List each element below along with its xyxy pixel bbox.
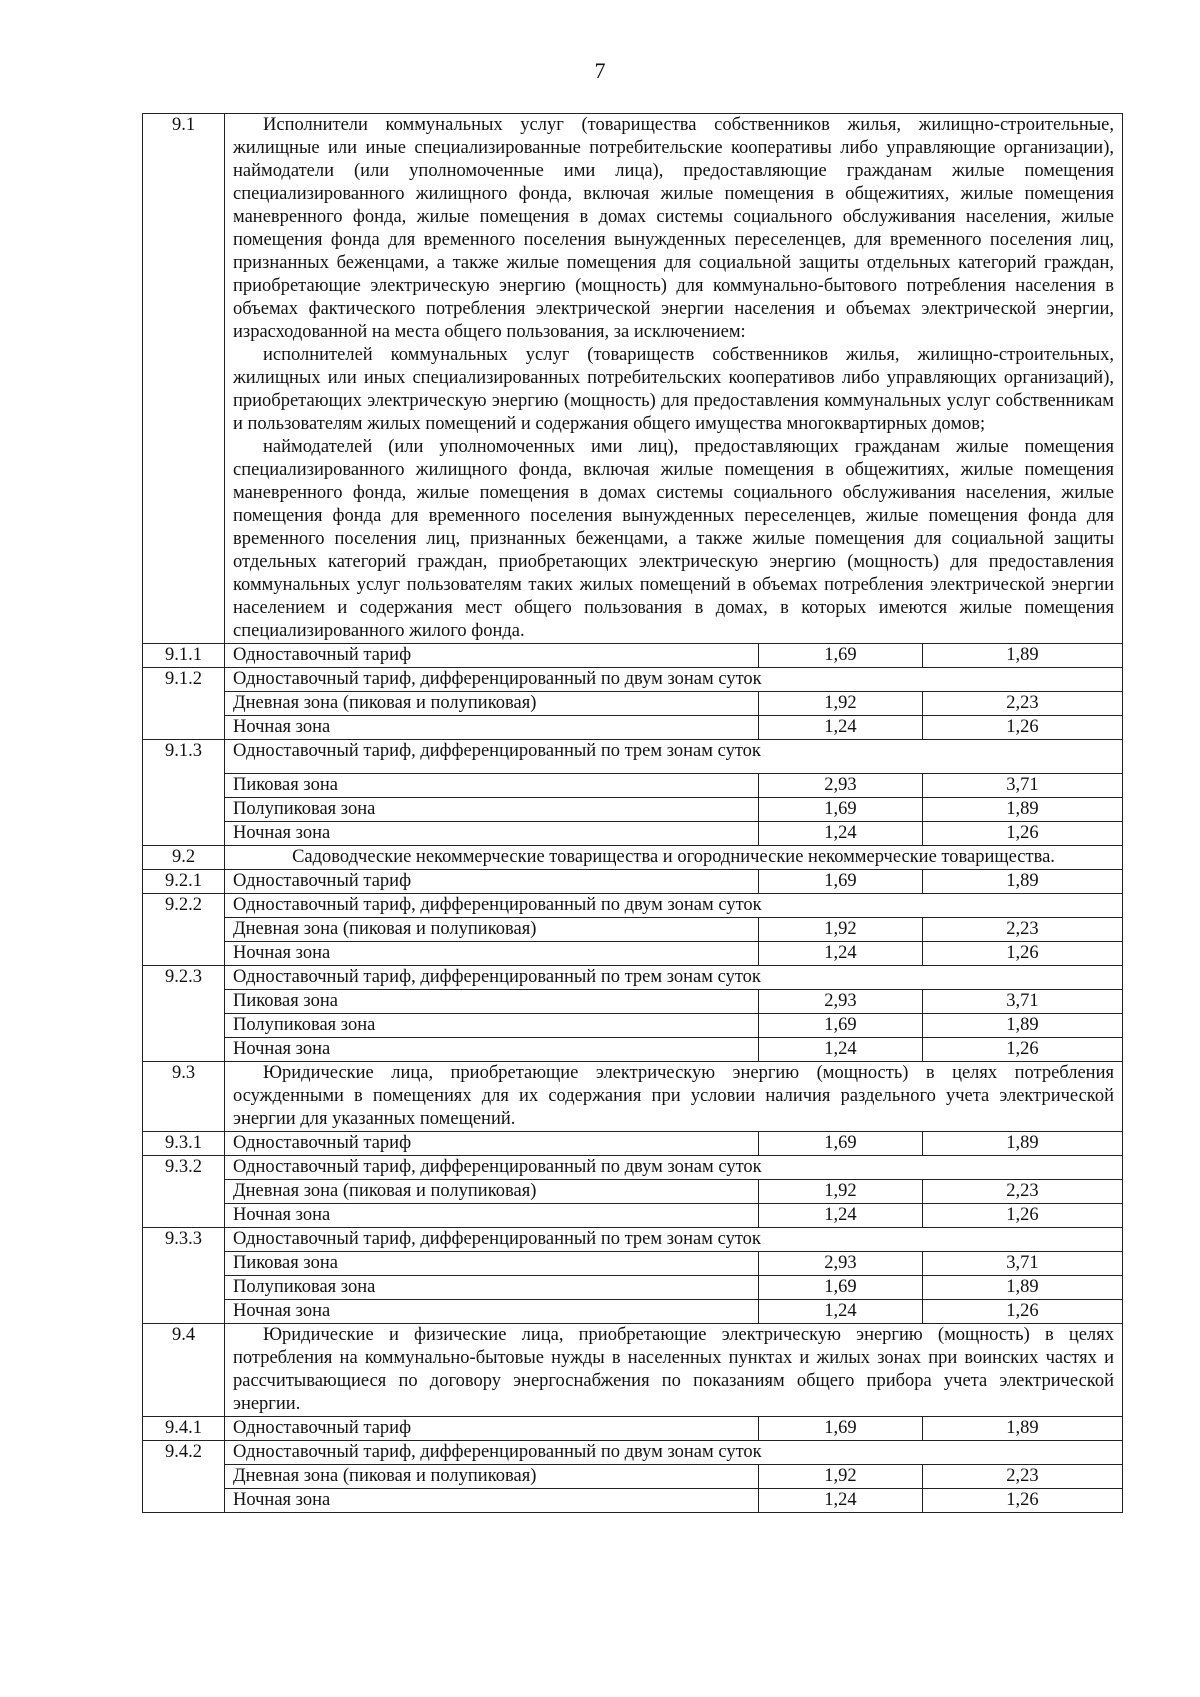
zone-label: Ночная зона (225, 1489, 759, 1513)
tariff-value-1: 1,69 (758, 870, 922, 894)
tariff-value-2: 1,89 (922, 1276, 1122, 1300)
table-row (143, 942, 1123, 966)
table-row (143, 1038, 1123, 1062)
tariff-value-2: 2,23 (922, 692, 1122, 716)
tariff-value-2: 2,23 (922, 1465, 1122, 1489)
section-description (225, 1062, 1123, 1132)
zone-label: Ночная зона (225, 1300, 759, 1324)
description-paragraph: исполнителей коммунальных услуг (товариществ собственников жилья, жилищно-строительных, жилищных или иных специализированных потребительских кооперативов либо управляющих организаций), приобретающих электрическую энергию (мощность) для предоставления коммунальных услуг собственникам и пользователям жилых помещений и содержания общего имущества многоквартирных домов; (233, 345, 1114, 434)
tariff-value-1: 1,69 (758, 1132, 922, 1156)
tariff-value-1: 1,92 (758, 918, 922, 942)
tariff-group-title: Одноставочный тариф, дифференцированный по трем зонам суток (225, 966, 1123, 990)
tariff-value-1: 1,24 (758, 1489, 922, 1513)
zone-label: Ночная зона (225, 942, 759, 966)
tariff-label: Одноставочный тариф (225, 870, 759, 894)
tariff-group-title: Одноставочный тариф, дифференцированный по трем зонам суток (225, 1228, 1123, 1252)
zone-label: Пиковая зона (225, 990, 759, 1014)
tariff-value-1: 1,24 (758, 1204, 922, 1228)
table-row (143, 1132, 1123, 1156)
tariff-group-title: Одноставочный тариф, дифференцированный по трем зонам суток (225, 740, 1123, 774)
tariff-value-1: 2,93 (758, 1252, 922, 1276)
table-row (143, 1204, 1123, 1228)
tariff-value-1: 1,69 (758, 644, 922, 668)
item-number: 9.4 (143, 1324, 225, 1417)
item-number: 9.2.1 (143, 870, 225, 894)
table-row (143, 1489, 1123, 1513)
description-paragraph: Юридические и физические лица, приобретающие электрическую энергию (мощность) в целях потребления на коммунально-бытовые нужды в населенных пунктах и жилых зонах при воинских частях и рассчитывающиеся по договору энергоснабжения по показаниям общего прибора учета электрической энергии. (233, 1325, 1114, 1414)
table-row (143, 870, 1123, 894)
table-row (143, 114, 1123, 644)
table-row (143, 822, 1123, 846)
page-number: 7 (594, 58, 606, 83)
zone-label: Ночная зона (225, 1204, 759, 1228)
item-number: 9.2.2 (143, 894, 225, 966)
table-row (143, 846, 1123, 870)
table-row (143, 798, 1123, 822)
table-row (143, 1441, 1123, 1465)
tariff-value-1: 1,24 (758, 716, 922, 740)
tariff-value-2: 1,89 (922, 644, 1122, 668)
tariff-value-2: 2,23 (922, 918, 1122, 942)
tariff-table (142, 113, 1123, 1513)
tariff-value-2: 3,71 (922, 1252, 1122, 1276)
zone-label: Пиковая зона (225, 1252, 759, 1276)
item-number: 9.4.2 (143, 1441, 225, 1513)
tariff-value-2: 2,23 (922, 1180, 1122, 1204)
table-row (143, 740, 1123, 774)
zone-label: Дневная зона (пиковая и полупиковая) (225, 1465, 759, 1489)
tariff-value-2: 1,26 (922, 1204, 1122, 1228)
table-row (143, 990, 1123, 1014)
table-row (143, 692, 1123, 716)
section-description (225, 114, 1123, 644)
tariff-label: Одноставочный тариф (225, 1417, 759, 1441)
tariff-label: Одноставочный тариф (225, 644, 759, 668)
section-description (225, 1324, 1123, 1417)
tariff-value-1: 2,93 (758, 990, 922, 1014)
item-number: 9.1.3 (143, 740, 225, 846)
item-number: 9.3 (143, 1062, 225, 1132)
table-row (143, 1156, 1123, 1180)
table-row (143, 1252, 1123, 1276)
tariff-group-title: Одноставочный тариф, дифференцированный по двум зонам суток (225, 1156, 1123, 1180)
tariff-group-title: Одноставочный тариф, дифференцированный по двум зонам суток (225, 668, 1123, 692)
description-paragraph: Исполнители коммунальных услуг (товарищества собственников жилья, жилищно-строительные, жилищные или иные специализированные потребительские кооперативы либо управляющие организации), наймодатели (или уполномоченные ими лица), предоставляющие гражданам жилые помещения специализированного жилищного фонда, включая жилые помещения в общежитиях, жилые помещения маневренного фонда, жилые помещения в домах системы социального обслуживания населения, жилые помещения фонда для временного поселения вынужденных переселенцев, для временного поселения лиц, признанных беженцами, а также жилые помещения для социальной защиты отдельных категорий граждан, приобретающие электрическую энергию (мощность) для коммунально-бытового потребления населения в объемах фактического потребления электрической энергии населения и объемах электрической энергии, израсходованной на места общего пользования, за исключением: (233, 115, 1114, 342)
table-row (143, 1062, 1123, 1132)
tariff-value-1: 1,92 (758, 1180, 922, 1204)
table-row (143, 1180, 1123, 1204)
tariff-group-title: Одноставочный тариф, дифференцированный по двум зонам суток (225, 1441, 1123, 1465)
table-row (143, 1300, 1123, 1324)
tariff-value-2: 3,71 (922, 774, 1122, 798)
tariff-value-1: 1,92 (758, 1465, 922, 1489)
table-row (143, 1465, 1123, 1489)
tariff-value-2: 1,26 (922, 822, 1122, 846)
zone-label: Дневная зона (пиковая и полупиковая) (225, 692, 759, 716)
item-number: 9.3.1 (143, 1132, 225, 1156)
tariff-value-2: 1,89 (922, 1014, 1122, 1038)
tariff-value-1: 1,69 (758, 798, 922, 822)
zone-label: Пиковая зона (225, 774, 759, 798)
tariff-value-1: 1,24 (758, 1300, 922, 1324)
table-row (143, 918, 1123, 942)
zone-label: Полупиковая зона (225, 798, 759, 822)
item-number: 9.1 (143, 114, 225, 644)
tariff-value-2: 1,26 (922, 716, 1122, 740)
item-number: 9.1.1 (143, 644, 225, 668)
table-row (143, 716, 1123, 740)
table-row (143, 966, 1123, 990)
table-row (143, 1014, 1123, 1038)
item-number: 9.2 (143, 846, 225, 870)
tariff-value-2: 1,89 (922, 870, 1122, 894)
zone-label: Ночная зона (225, 822, 759, 846)
tariff-value-1: 1,69 (758, 1276, 922, 1300)
tariff-value-1: 1,69 (758, 1417, 922, 1441)
item-number: 9.4.1 (143, 1417, 225, 1441)
zone-label: Полупиковая зона (225, 1014, 759, 1038)
item-number: 9.1.2 (143, 668, 225, 740)
tariff-value-2: 1,89 (922, 1132, 1122, 1156)
table-row (143, 668, 1123, 692)
zone-label: Полупиковая зона (225, 1276, 759, 1300)
zone-label: Дневная зона (пиковая и полупиковая) (225, 1180, 759, 1204)
table-row (143, 644, 1123, 668)
tariff-value-1: 1,69 (758, 1014, 922, 1038)
tariff-value-2: 1,26 (922, 1489, 1122, 1513)
zone-label: Ночная зона (225, 716, 759, 740)
tariff-value-2: 1,89 (922, 798, 1122, 822)
table-row (143, 1324, 1123, 1417)
tariff-value-2: 1,26 (922, 1300, 1122, 1324)
item-number: 9.3.2 (143, 1156, 225, 1228)
tariff-group-title: Одноставочный тариф, дифференцированный по двум зонам суток (225, 894, 1123, 918)
tariff-value-1: 1,24 (758, 1038, 922, 1062)
section-description: Садоводческие некоммерческие товарищества и огороднические некоммерческие товарищества. (225, 846, 1123, 870)
table-row (143, 774, 1123, 798)
zone-label: Ночная зона (225, 1038, 759, 1062)
tariff-value-2: 1,26 (922, 1038, 1122, 1062)
description-paragraph: Юридические лица, приобретающие электрическую энергию (мощность) в целях потребления осужденными в помещениях для их содержания при условии наличия раздельного учета электрической энергии для указанных помещений. (233, 1063, 1114, 1129)
item-number: 9.2.3 (143, 966, 225, 1062)
tariff-value-1: 1,24 (758, 942, 922, 966)
tariff-value-1: 1,24 (758, 822, 922, 846)
tariff-label: Одноставочный тариф (225, 1132, 759, 1156)
table-row (143, 1276, 1123, 1300)
tariff-value-2: 3,71 (922, 990, 1122, 1014)
table-row (143, 894, 1123, 918)
table-row (143, 1417, 1123, 1441)
tariff-value-2: 1,89 (922, 1417, 1122, 1441)
tariff-value-2: 1,26 (922, 942, 1122, 966)
zone-label: Дневная зона (пиковая и полупиковая) (225, 918, 759, 942)
description-paragraph: наймодателей (или уполномоченных ими лиц), предоставляющих гражданам жилые помещения специализированного жилищного фонда, включая жилые помещения в общежитиях, жилые помещения маневренного фонда, жилые помещения в домах системы социального обслуживания населения, жилые помещения фонда для временного поселения вынужденных переселенцев, жилые помещения фонда для временного поселения лиц, признанных беженцами, а также жилые помещения для социальной защиты отдельных категорий граждан, приобретающих электрическую энергию (мощность) для предоставления коммунальных услуг пользователям таких жилых помещений в объемах потребления электрической энергии населением и содержания мест общего пользования в домах, в которых имеются жилые помещения специализированного жилого фонда. (233, 437, 1114, 641)
table-row (143, 1228, 1123, 1252)
tariff-value-1: 1,92 (758, 692, 922, 716)
item-number: 9.3.3 (143, 1228, 225, 1324)
tariff-value-1: 2,93 (758, 774, 922, 798)
